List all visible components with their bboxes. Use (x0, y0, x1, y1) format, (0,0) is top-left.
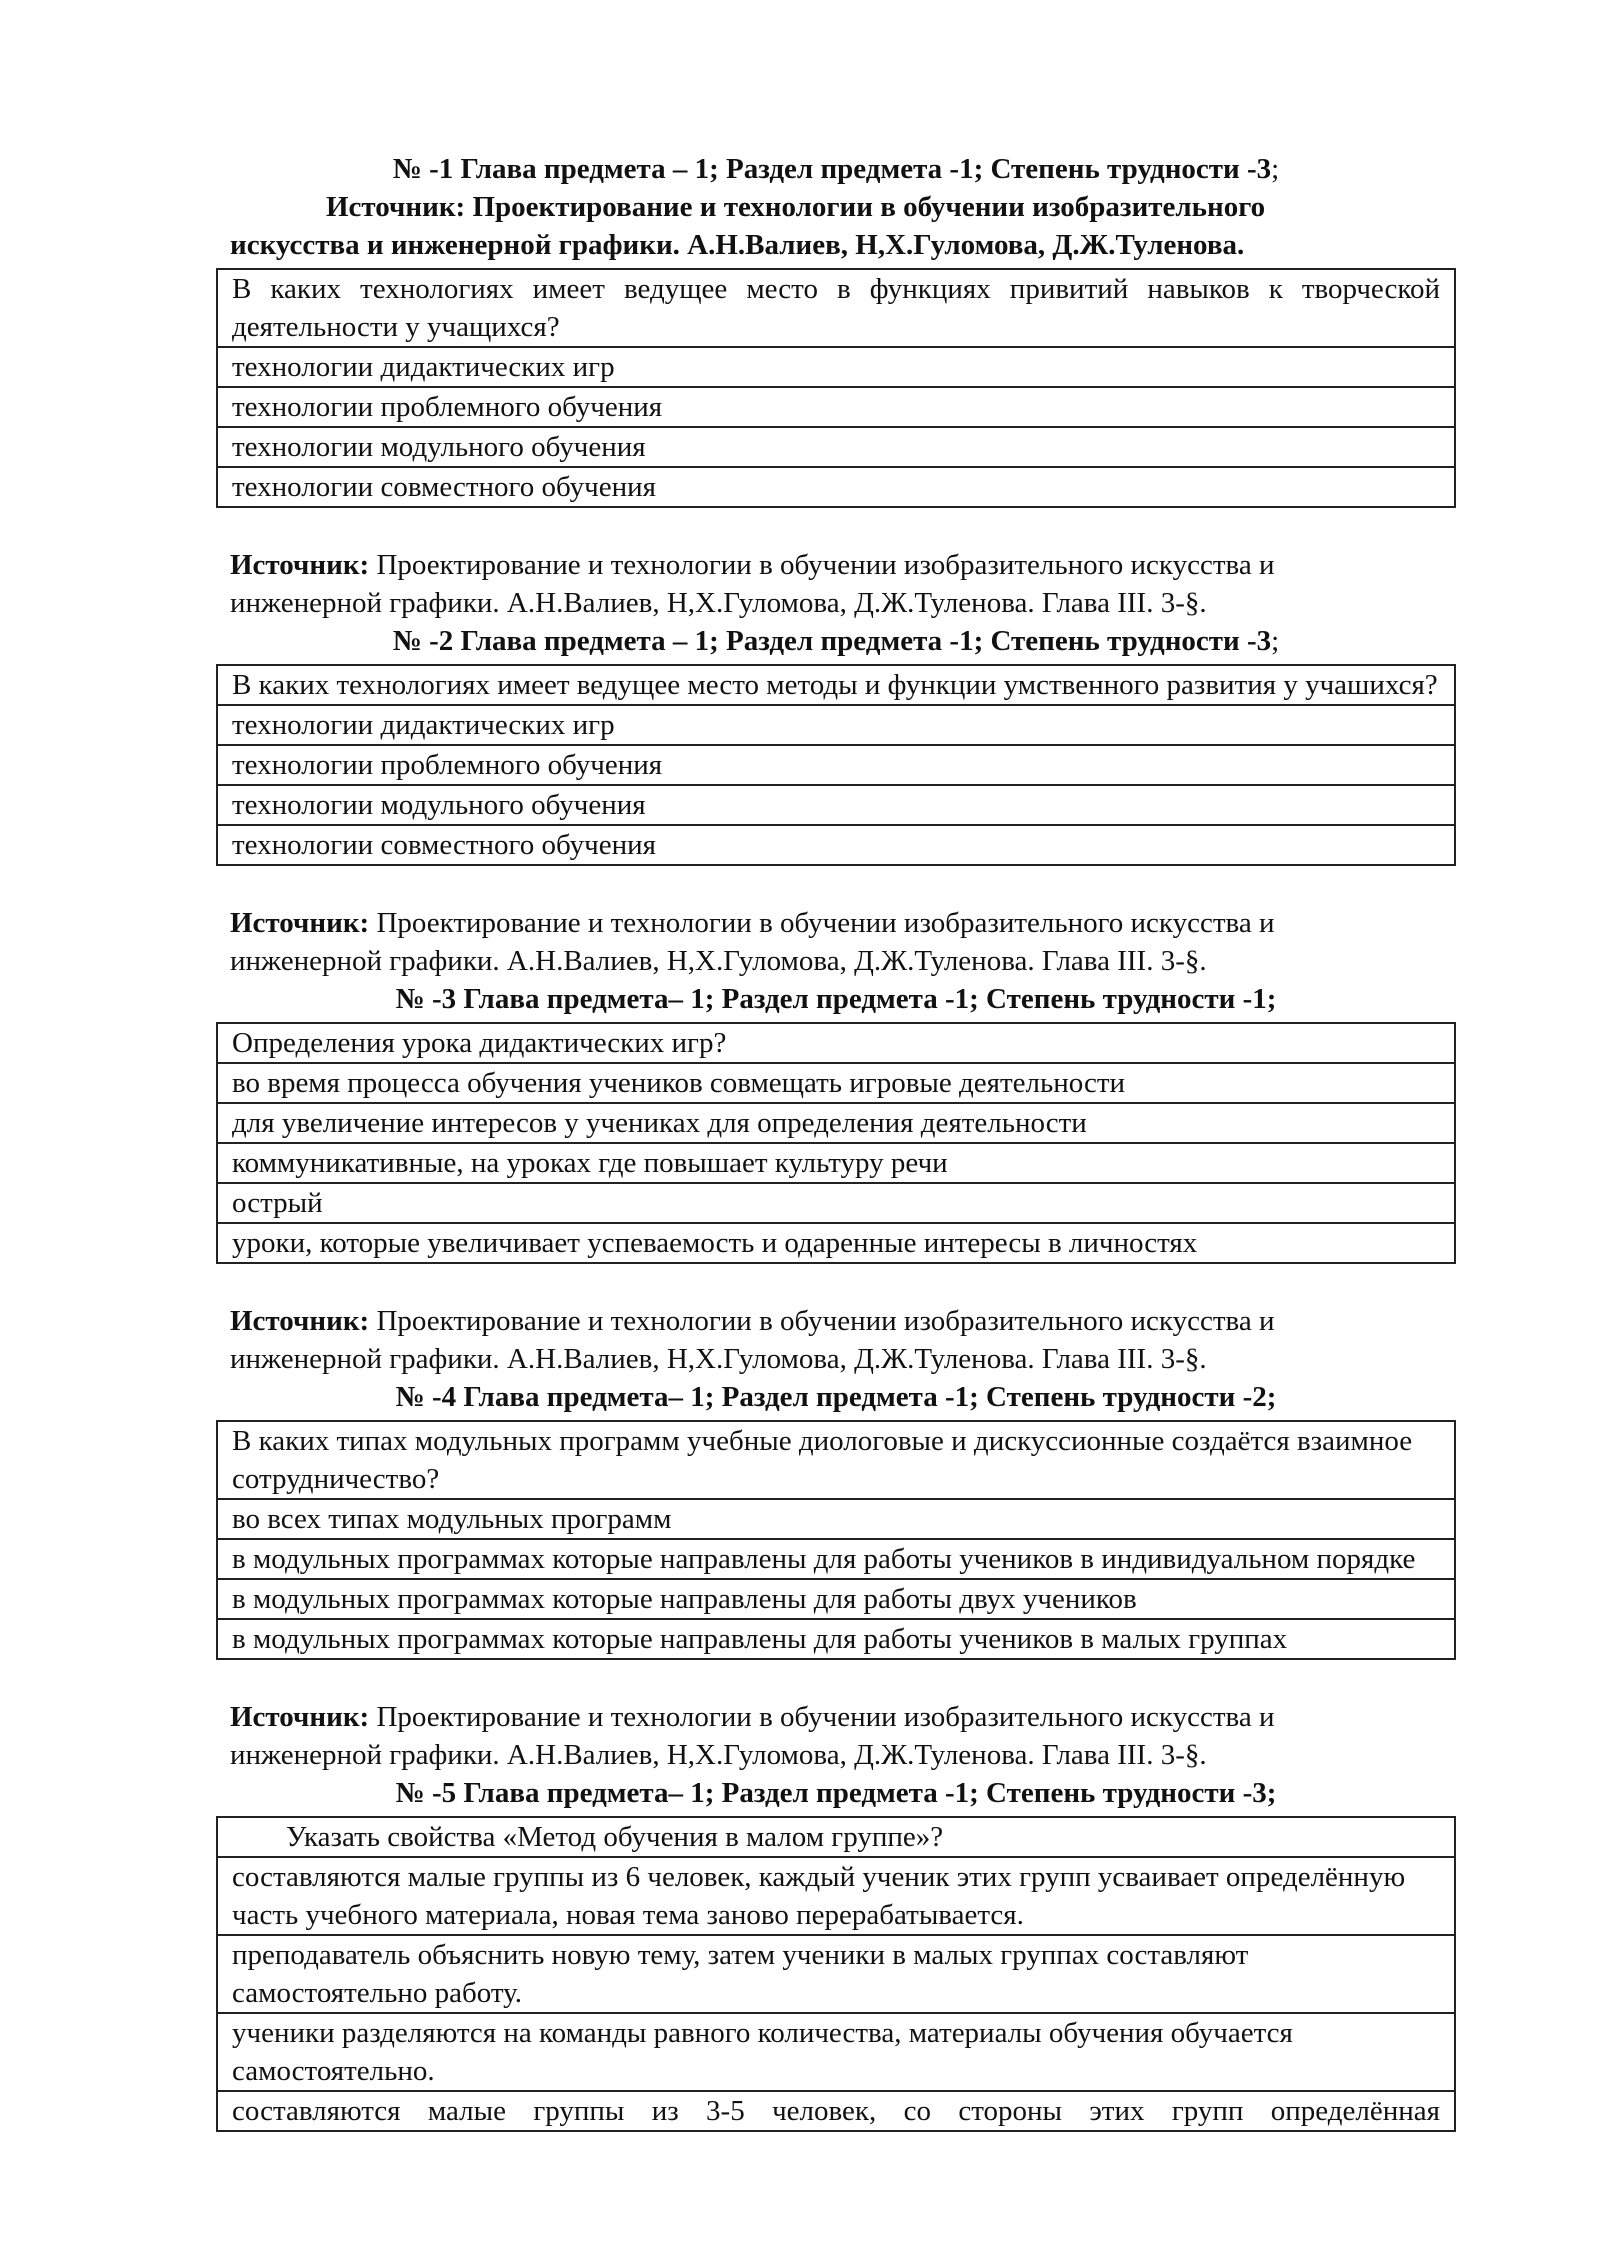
answer-option: составляются малые группы из 3-5 человек, со стороны этих групп определённая (217, 2091, 1455, 2131)
question-text: В каких типах модульных программ учебные диологовые и дискуссионные создаётся взаимное сотрудничество? (217, 1421, 1455, 1499)
source-note-5: Источник: Проектирование и технологии в обучении изобразительного искусства и инженерной графики. А.Н.Валиев, Н,Х.Гуломова, Д.Ж.Туленова. Глава III. 3-§. (230, 1701, 1275, 1771)
answer-option: технологии совместного обучения (217, 467, 1455, 507)
question-header-5: № -5 Глава предмета– 1; Раздел предмета -1; Степень трудности -3; (395, 1777, 1277, 1809)
document-page (216, 150, 1456, 2132)
question-header-3: № -3 Глава предмета– 1; Раздел предмета -1; Степень трудности -1; (395, 983, 1277, 1015)
answer-option: в модульных программах которые направлены для работы учеников в малых группах (217, 1619, 1455, 1659)
answer-option: технологии дидактических игр (217, 705, 1455, 745)
question-text: В каких технологиях имеет ведущее место методы и функции умственного развития у учашихся? (217, 665, 1455, 705)
answer-option: в модульных программах которые направлены для работы двух учеников (217, 1579, 1455, 1619)
source-note-4: Источник: Проектирование и технологии в обучении изобразительного искусства и инженерной графики. А.Н.Валиев, Н,Х.Гуломова, Д.Ж.Туленова. Глава III. 3-§. (230, 1305, 1275, 1375)
answer-option: технологии модульного обучения (217, 785, 1455, 825)
answer-option: во всех типах модульных программ (217, 1499, 1455, 1539)
answer-option: во время процесса обучения учеников совмещать игровые деятельности (217, 1063, 1455, 1103)
question-table-4 (216, 1420, 1456, 1660)
question-table-3 (216, 1022, 1456, 1264)
answer-option: технологии проблемного обучения (217, 387, 1455, 427)
question-text: Указать свойства «Метод обучения в малом группе»? (217, 1817, 1455, 1857)
answer-option: преподаватель объяснить новую тему, затем ученики в малых группах составляют самостоятельно работу. (217, 1935, 1455, 2013)
answer-option: уроки, которые увеличивает успеваемость и одаренные интересы в личностях (217, 1223, 1455, 1263)
question-table-2 (216, 664, 1456, 866)
answer-option: ученики разделяются на команды равного количества, материалы обучения обучается самостоятельно. (217, 2013, 1455, 2091)
question-header-4: № -4 Глава предмета– 1; Раздел предмета -1; Степень трудности -2; (395, 1381, 1277, 1413)
question-text: Определения урока дидактических игр? (217, 1023, 1455, 1063)
question-header-2: № -2 Глава предмета – 1; Раздел предмета -1; Степень трудности -3; (392, 625, 1280, 657)
answer-option: технологии проблемного обучения (217, 745, 1455, 785)
source-label: Источник: (326, 191, 466, 223)
source-header-1: Источник: Проектирование и технологии в обучении изобразительного искусства и инженерной графики. А.Н.Валиев, Н,Х.Гуломова, Д.Ж.Туленова. (230, 191, 1266, 261)
answer-option: составляются малые группы из 6 человек, каждый ученик этих групп усваивает определённую часть учебного материала, новая тема заново перерабатывается. (217, 1857, 1455, 1935)
answer-option: технологии дидактических игр (217, 347, 1455, 387)
question-table-5 (216, 1816, 1456, 2132)
source-note-2: Источник: Проектирование и технологии в обучении изобразительного искусства и инженерной графики. А.Н.Валиев, Н,Х.Гуломова, Д.Ж.Туленова. Глава III. 3-§. (230, 549, 1275, 619)
question-table-1 (216, 268, 1456, 508)
answer-option: коммуникативные, на уроках где повышает культуру речи (217, 1143, 1455, 1183)
source-note-3: Источник: Проектирование и технологии в обучении изобразительного искусства и инженерной графики. А.Н.Валиев, Н,Х.Гуломова, Д.Ж.Туленова. Глава III. 3-§. (230, 907, 1275, 977)
question-text: В каких технологиях имеет ведущее место в функциях привитий навыков к творческой деятельности у учащихся? (217, 269, 1455, 347)
question-header-1: № -1 Глава предмета – 1; Раздел предмета -1; Степень трудности -3; (392, 153, 1280, 185)
answer-option: острый (217, 1183, 1455, 1223)
answer-option: в модульных программах которые направлены для работы учеников в индивидуальном порядке (217, 1539, 1455, 1579)
answer-option: для увеличение интересов у учениках для определения деятельности (217, 1103, 1455, 1143)
answer-option: технологии совместного обучения (217, 825, 1455, 865)
answer-option: технологии модульного обучения (217, 427, 1455, 467)
